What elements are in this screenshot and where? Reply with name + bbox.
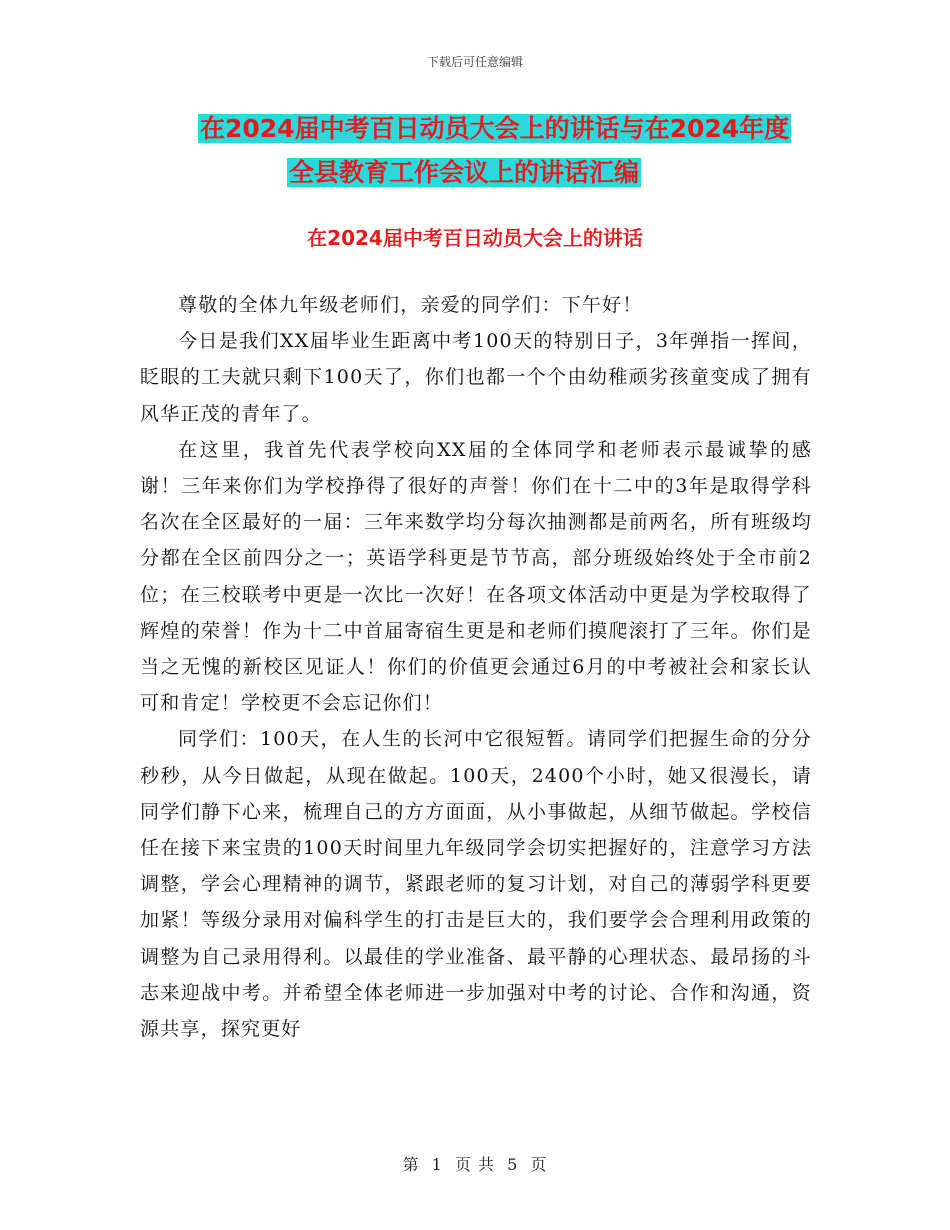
footer-prefix: 第 [402, 1155, 420, 1174]
paragraph: 今日是我们XX届毕业生距离中考100天的特别日子，3年弹指一挥间，眨眼的工夫就只剩下100天了，你们也都一个个由幼稚顽劣孩童变成了拥有风华正茂的青年了。 [140, 330, 812, 425]
document-body [140, 287, 812, 1047]
page-footer [0, 1152, 950, 1175]
paragraph-greeting: 尊敬的全体九年级老师们，亲爱的同学们：下午好！ [178, 294, 643, 316]
footer-suffix: 页 [530, 1155, 548, 1174]
paragraph: 同学们：100天，在人生的长河中它很短暂。请同学们把握生命的分分秒秒，从今日做起，从现在做起。100天，2400个小时，她又很漫长，请同学们静下心来，梳理自己的方方面面，从小事做起，从细节做起。学校信任在接下来宝贵的100天时间里九年级同学会切实把握好的，注意学习方法调整，学会心理精神的调节，紧跟老师的复习计划，对自己的薄弱学科更要加紧！等级分录用对偏科学生的打击是巨大的，我们要学会合理利用政策的调整为自己录用得利。以最佳的学业准备、最平静的心理状态、最昂扬的斗志来迎战中考。并希望全体老师进一步加强对中考的讨论、合作和沟通，资源共享，探究更好 [140, 728, 812, 1041]
document-title-line-1 [198, 112, 818, 146]
title-line-1-text: 在2024届中考百日动员大会上的讲话与在2024年度 [200, 114, 790, 143]
document-title-line-2 [287, 156, 907, 190]
footer-middle: 页 共 [454, 1155, 496, 1174]
section-title: 在2024届中考百日动员大会上的讲话 [307, 226, 643, 250]
header-note: 下载后可任意编辑 [426, 55, 523, 69]
paragraph: 在这里，我首先代表学校向XX届的全体同学和老师表示最诚挚的感谢！三年来你们为学校挣得了很好的声誉！你们在十二中的3年是取得学科名次在全区最好的一届：三年来数学均分每次抽测都是前两名，所有班级均分都在全区前四分之一；英语学科更是节节高，部分班级始终处于全市前2位；在三校联考中更是一次比一次好！在各项文体活动中更是为学校取得了辉煌的荣誉！作为十二中首届寄宿生更是和老师们摸爬滚打了三年。你们是当之无愧的新校区见证人！你们的价值更会通过6月的中考被社会和家长认可和肯定！学校更不会忘记你们！ [140, 438, 812, 715]
total-page-count: 5 [507, 1155, 519, 1174]
title-line-2-text: 全县教育工作会议上的讲话汇编 [289, 158, 640, 187]
current-page-number: 1 [431, 1155, 443, 1174]
